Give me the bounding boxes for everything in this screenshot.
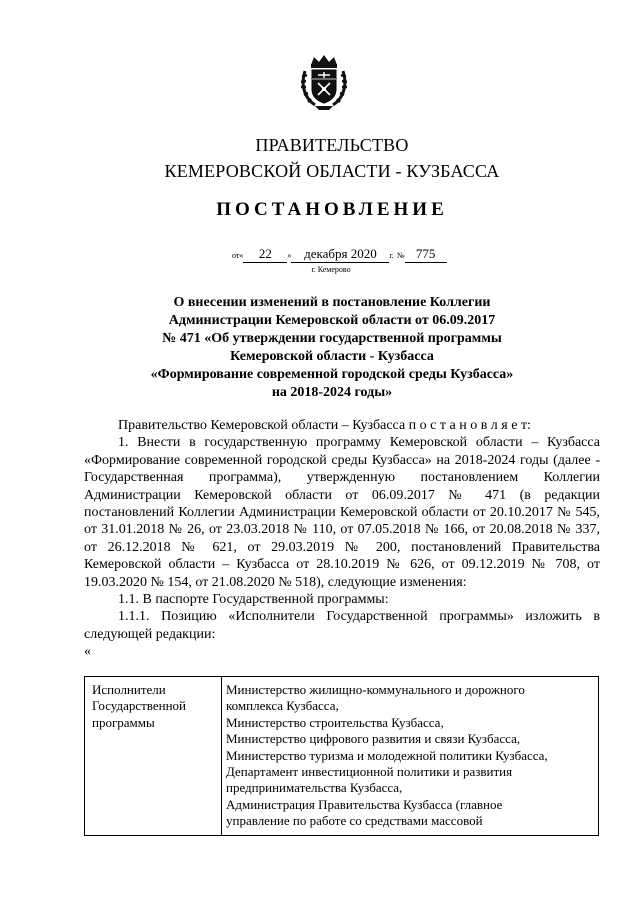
executor-line: управление по работе со средствами массовой bbox=[226, 813, 483, 829]
executors-table bbox=[84, 676, 599, 836]
heading-line: № 471 «Об утверждении государственной программы bbox=[162, 331, 502, 346]
paragraph-item-1-1-1: 1.1.1. Позицию «Исполнители Государственной программы» изложить в следующей редакции: bbox=[84, 609, 600, 642]
executor-line: Администрация Правительства Кузбасса (главное bbox=[226, 796, 503, 812]
number-label: № bbox=[397, 251, 405, 260]
executor-line: комплекса Кузбасса, bbox=[226, 698, 339, 714]
paragraph-resolves: Правительство Кемеровской области – Кузбасса п о с т а н о в л я е т: bbox=[118, 418, 531, 433]
heading-line: на 2018-2024 годы» bbox=[271, 385, 393, 400]
decree-number: 775 bbox=[405, 246, 447, 263]
executor-line: Министерство строительства Кузбасса, bbox=[226, 714, 444, 730]
heading-line: Администрации Кемеровской области от 06.09.2017 bbox=[168, 313, 496, 328]
heading-line: «Формирование современной городской среды Кузбасса» bbox=[150, 367, 514, 382]
heading-line: Кемеровской области - Кузбасса bbox=[230, 349, 434, 364]
date-prefix: от« bbox=[232, 251, 244, 260]
kuzbass-coat-of-arms-icon bbox=[299, 53, 349, 111]
paragraph-item-1-1: 1.1. В паспорте Государственной программы: bbox=[118, 592, 389, 608]
government-title-line-2: КЕМЕРОВСКОЙ ОБЛАСТИ - КУЗБАССА bbox=[164, 161, 500, 181]
paragraph-item-1: 1. Внести в государственную программу Кемеровской области – Кузбасса «Формирование современной городской среды Кузбасса» на 2018-2024 годы (далее - Государственная программа), утвержденную постановлением Коллегии Администрации Кемеровской области от 06.09.2017 № 471 (в редакции постановлений Коллегии Администрации Кемеровской области от 20.10.2017 № 545, от 31.01.2018 № 26, от 23.03.2018 № 110, от 07.05.2018 № 166, от 20.08.2018 № 337, от 26.12.2018 № 621, от 29.03.2019 № 200, постановлений Правительства Кемеровской области – Кузбасса от 28.10.2019 № 626, от 09.12.2019 № 708, от 19.03.2020 № 154, от 21.08.2020 № 518), следующие изменения: bbox=[84, 435, 600, 590]
document-body bbox=[84, 417, 600, 661]
executors-list-cell bbox=[222, 677, 598, 835]
decree-date-number bbox=[232, 246, 447, 264]
date-month-year: декабря 2020 bbox=[291, 246, 389, 263]
date-day: 22 bbox=[243, 246, 287, 263]
city-label: г. Кемерово bbox=[311, 265, 351, 274]
executor-line: Министерство цифрового развития и связи Кузбасса, bbox=[226, 731, 521, 747]
date-year-suffix: г. bbox=[389, 251, 394, 260]
executor-line: Департамент инвестиционной политики и развития bbox=[226, 764, 513, 780]
document-type-title: ПОСТАНОВЛЕНИЕ bbox=[216, 199, 448, 220]
executor-line: Министерство жилищно-коммунального и дорожного bbox=[226, 682, 525, 697]
government-title-line-1: ПРАВИТЕЛЬСТВО bbox=[255, 135, 409, 155]
executor-line: Министерство туризма и молодежной политики Кузбасса, bbox=[226, 747, 548, 763]
quote-open-mark: « bbox=[84, 644, 91, 660]
executors-label-cell: Исполнители Государственной программы bbox=[85, 677, 222, 835]
document-heading bbox=[142, 294, 522, 402]
executor-line: предпринимательства Кузбасса, bbox=[226, 780, 403, 796]
heading-line: О внесении изменений в постановление Коллегии bbox=[173, 295, 491, 310]
date-mid: » bbox=[287, 251, 292, 260]
